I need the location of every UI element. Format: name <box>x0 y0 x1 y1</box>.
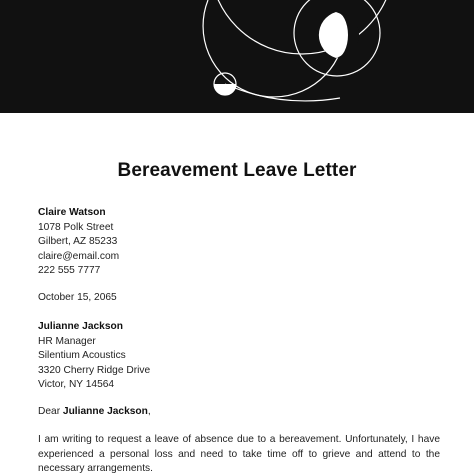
sender-block <box>38 206 119 279</box>
recipient-title: HR Manager <box>38 335 96 347</box>
recipient-street: 3320 Cherry Ridge Drive <box>38 364 151 376</box>
letter-date-block <box>38 291 117 306</box>
salutation-punct: , <box>147 406 151 417</box>
crossing-line <box>225 84 340 101</box>
recipient-block <box>38 320 150 393</box>
recipient-company: Silentium Acoustics <box>38 350 126 362</box>
sender-email: claire@email.com <box>38 250 120 262</box>
letter-date: October 15, 2065 <box>38 292 117 303</box>
letter-body-paragraph: I am writing to request a leave of absence due to a bereavement. Unfortunately, I have experienced a personal loss and need to take time off to grieve and attend to the necessary arrangements. <box>38 434 440 473</box>
small-circle-fill <box>214 84 236 95</box>
header-banner <box>0 0 474 113</box>
salutation-name: Julianne Jackson <box>62 406 148 417</box>
sender-phone: 222 555 7777 <box>38 265 101 277</box>
sender-street: 1078 Polk Street <box>38 221 114 233</box>
recipient-name: Julianne Jackson <box>38 321 123 332</box>
letter-title: Bereavement Leave Letter <box>117 160 357 181</box>
decorative-circles-graphic <box>0 0 474 113</box>
recipient-city: Victor, NY 14564 <box>38 379 115 391</box>
salutation-greeting: Dear <box>38 406 63 417</box>
sender-city: Gilbert, AZ 85233 <box>38 236 118 248</box>
salutation <box>38 405 151 420</box>
sender-name: Claire Watson <box>38 207 106 218</box>
